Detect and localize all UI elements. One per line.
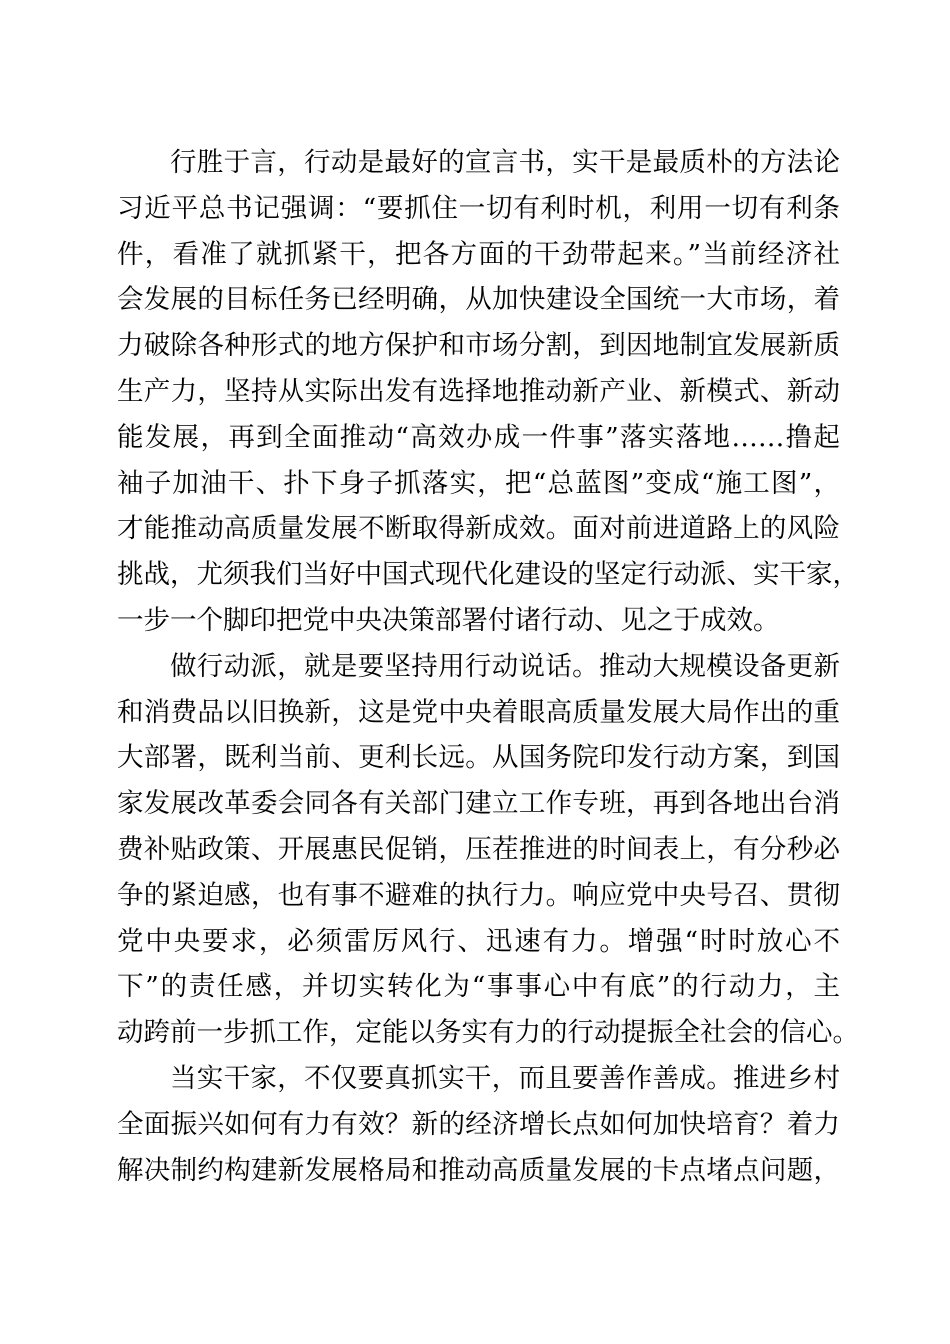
paragraph-line: 党中央要求，必须雷厉风行、迅速有力。增强“时时放心不	[117, 925, 840, 957]
paragraph-line: 全面振兴如何有力有效？新的经济增长点如何加快培育？着力	[117, 1108, 840, 1140]
paragraph-3	[117, 1056, 840, 1193]
paragraph-line: 会发展的目标任务已经明确，从加快建设全国统一大市场，着	[117, 284, 840, 316]
paragraph-line: 生产力，坚持从实际出发有选择地推动新产业、新模式、新动	[117, 375, 840, 407]
paragraph-line: 和消费品以旧换新，这是党中央着眼高质量发展大局作出的重	[117, 696, 840, 728]
paragraph-line: 争的紧迫感，也有事不避难的执行力。响应党中央号召、贯彻	[117, 879, 840, 911]
paragraph-2	[117, 644, 859, 1056]
paragraph-line: 做行动派，就是要坚持用行动说话。推动大规模设备更新	[170, 650, 840, 682]
paragraph-line: 解决制约构建新发展格局和推动高质量发展的卡点堵点问题，	[117, 1154, 840, 1186]
paragraph-line: 行胜于言，行动是最好的宣言书，实干是最质朴的方法论	[170, 147, 840, 178]
paragraph-line: 当实干家，不仅要真抓实干，而且要善作善成。推进乡村	[170, 1062, 840, 1094]
paragraph-line: 动跨前一步抓工作，定能以务实有力的行动提振全社会的信心。	[117, 1017, 859, 1049]
paragraph-line: 力破除各种形式的地方保护和市场分割，到因地制宜发展新质	[117, 330, 840, 362]
paragraph-line: 家发展改革委会同各有关部门建立工作专班，再到各地出台消	[117, 788, 840, 820]
paragraph-line: 袖子加油干、扑下身子抓落实，把“总蓝图”变成“施工图”，	[117, 467, 840, 499]
paragraph-line: 下”的责任感，并切实转化为“事事心中有底”的行动力，主	[117, 971, 840, 1003]
paragraph-line: 挑战，尤须我们当好中国式现代化建设的坚定行动派、实干家，	[117, 559, 859, 591]
paragraph-line: 大部署，既利当前、更利长远。从国务院印发行动方案，到国	[117, 742, 840, 774]
paragraph-line: 费补贴政策、开展惠民促销，压茬推进的时间表上，有分秒必	[117, 833, 840, 865]
paragraph-line: 习近平总书记强调：“要抓住一切有利时机，利用一切有利条	[117, 192, 840, 224]
paragraph-line: 才能推动高质量发展不断取得新成效。面对前进道路上的风险	[117, 513, 840, 545]
article-body	[117, 140, 859, 1193]
paragraph-1	[117, 140, 859, 644]
paragraph-line: 一步一个脚印把党中央决策部署付诸行动、见之于成效。	[117, 604, 780, 636]
paragraph-line: 件，看准了就抓紧干，把各方面的干劲带起来。”当前经济社	[117, 238, 840, 270]
paragraph-line: 能发展，再到全面推动“高效办成一件事”落实落地……撸起	[117, 421, 840, 453]
